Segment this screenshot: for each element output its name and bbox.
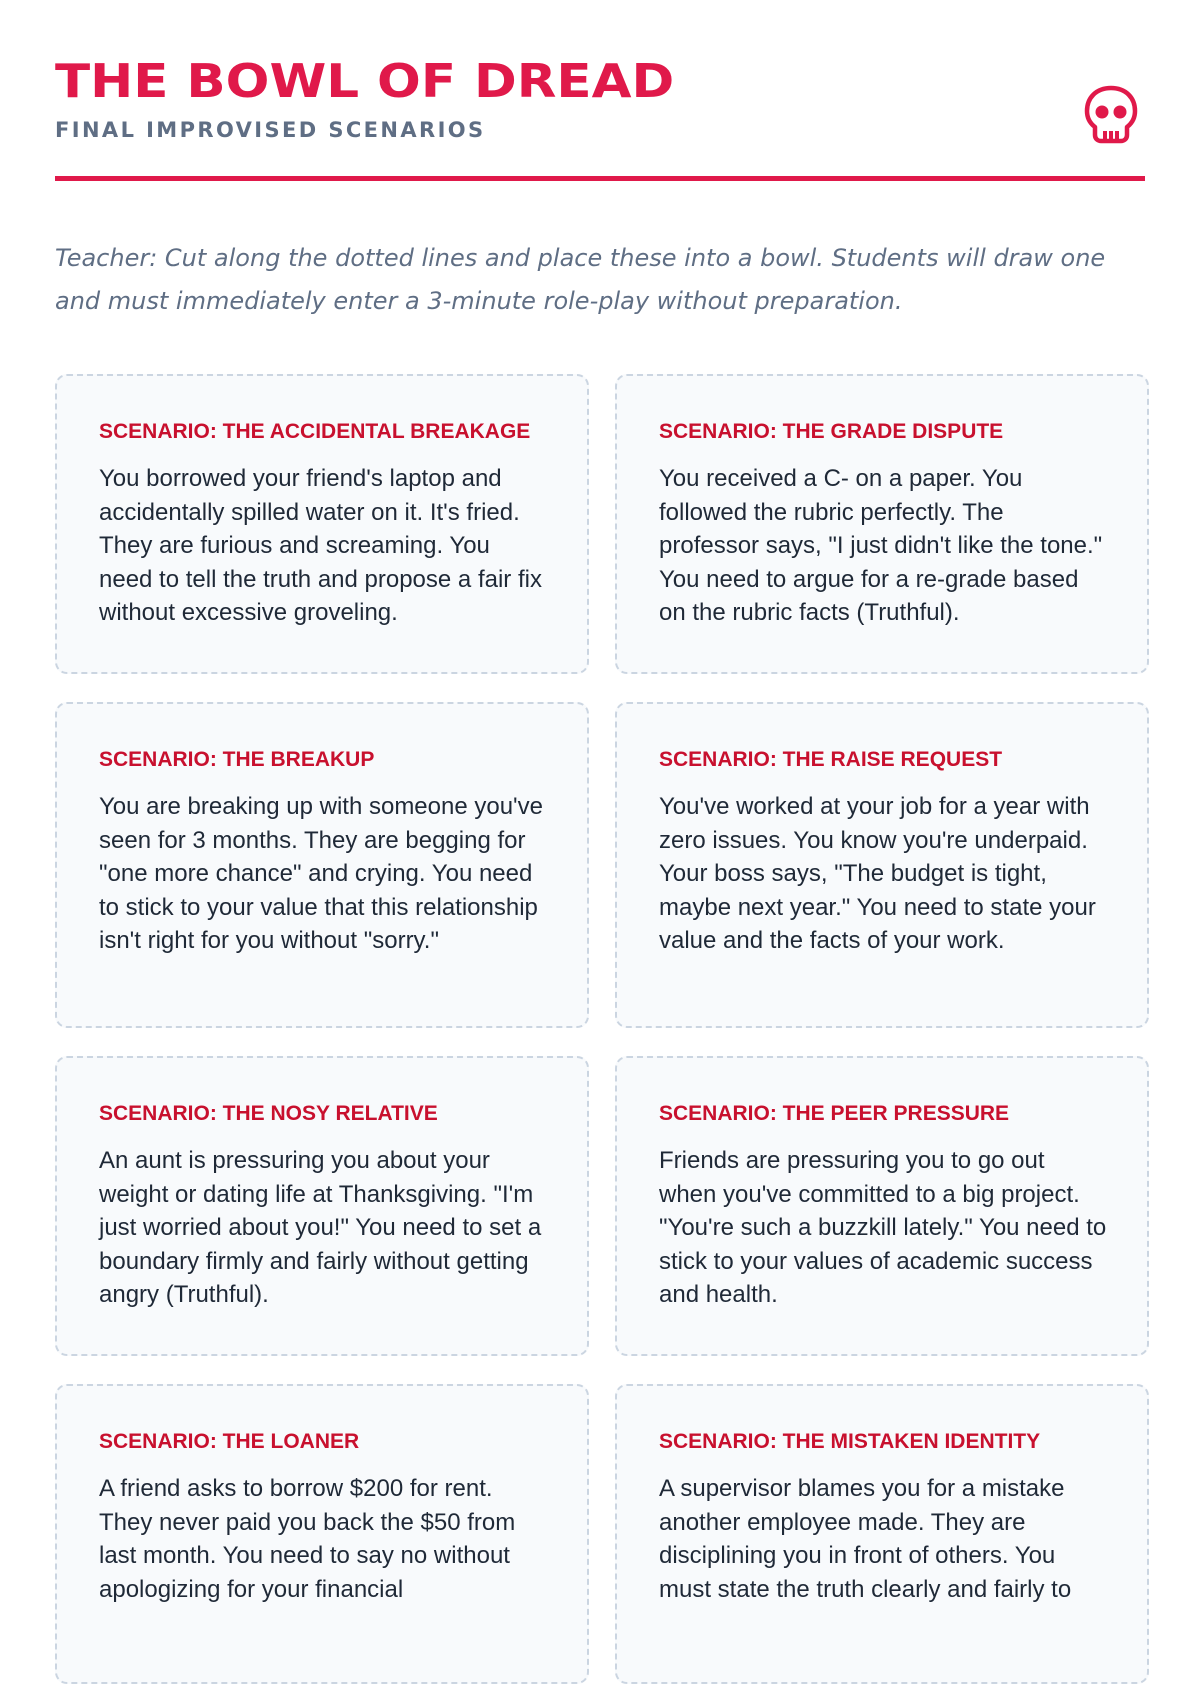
- scenario-card: [615, 1384, 1149, 1684]
- scenario-body: You borrowed your friend's laptop and accidentally spilled water on it. It's fried. They are furious and screaming. You need to tell the truth and propose a fair fix without excessive groveling.: [99, 465, 542, 626]
- scenario-body: A supervisor blames you for a mistake another employee made. They are disciplining you in front of others. You must state the truth clearly and fairly to: [659, 1475, 1072, 1603]
- scenario-card: [55, 702, 589, 1028]
- scenario-card: [615, 374, 1149, 674]
- page-title: THE BOWL OF DREAD: [55, 54, 675, 108]
- scenario-body: You are breaking up with someone you've seen for 3 months. They are begging for "one more chance" and crying. You need to stick to your value that this relationship isn't right for you without "sorry.": [99, 793, 543, 954]
- page-subtitle: FINAL IMPROVISED SCENARIOS: [55, 118, 486, 142]
- scenario-title: SCENARIO: THE PEER PRESSURE: [659, 1102, 1010, 1125]
- scenario-card: [55, 1056, 589, 1356]
- scenario-body: An aunt is pressuring you about your weight or dating life at Thanksgiving. "I'm just worried about you!" You need to set a boundary firmly and fairly without getting angry (Truthful).: [99, 1147, 542, 1308]
- scenario-title: SCENARIO: THE BREAKUP: [99, 748, 375, 771]
- scenario-title: SCENARIO: THE NOSY RELATIVE: [99, 1102, 438, 1125]
- scenario-title: SCENARIO: THE MISTAKEN IDENTITY: [659, 1430, 1041, 1453]
- scenario-card: [615, 1056, 1149, 1356]
- scenario-card: [55, 1384, 589, 1684]
- scenario-card: [55, 374, 589, 674]
- scenario-title: SCENARIO: THE LOANER: [99, 1430, 360, 1453]
- scenario-title: SCENARIO: THE ACCIDENTAL BREAKAGE: [99, 420, 531, 443]
- scenario-card: [615, 702, 1149, 1028]
- skull-icon: [1083, 84, 1139, 146]
- scenario-body: A friend asks to borrow $200 for rent. They never paid you back the $50 from last month. You need to say no without apologizing for your financial: [99, 1475, 516, 1603]
- scenario-body: You received a C- on a paper. You followed the rubric perfectly. The professor says, "I just didn't like the tone." You need to argue for a re-grade based on the rubric facts (Truthful).: [659, 465, 1103, 626]
- scenario-body: Friends are pressuring you to go out when you've committed to a big project. "You're such a buzzkill lately." You need to stick to your values of academic success and health.: [659, 1147, 1107, 1308]
- scenario-title: SCENARIO: THE GRADE DISPUTE: [659, 420, 1004, 443]
- teacher-instructions: Teacher: Cut along the dotted lines and place these into a bowl. Students will draw one and must immediately enter a 3-minute role-play without preparation.: [55, 244, 1106, 315]
- scenario-title: SCENARIO: THE RAISE REQUEST: [659, 748, 1003, 771]
- scenario-body: You've worked at your job for a year with zero issues. You know you're underpaid. Your boss says, "The budget is tight, maybe next year." You need to state your value and the facts of your work.: [659, 793, 1096, 954]
- header: [55, 0, 1145, 181]
